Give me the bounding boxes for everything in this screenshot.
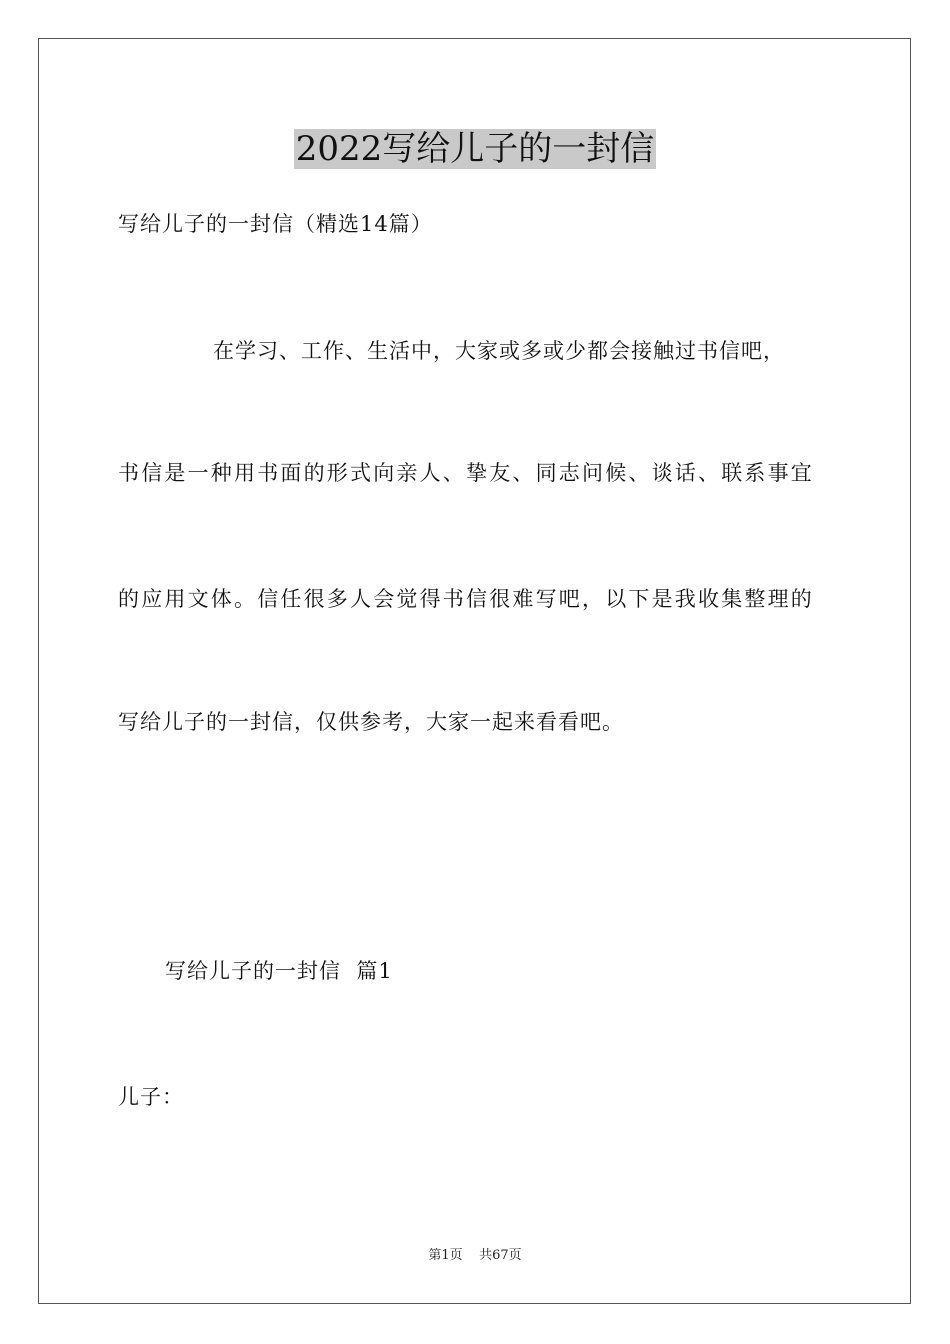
intro-line-1: 在学习、工作、生活中，大家或多或少都会接触过书信吧， [213,339,785,363]
document-title-text: 2022写给儿子的一封信 [295,129,655,169]
document-subtitle: 写给儿子的一封信（精选14篇） [118,212,433,236]
intro-line-2: 书信是一种用书面的形式向亲人、挚友、同志问候、谈话、联系事宜 [118,461,814,485]
letter-salutation: 儿子： [118,1085,184,1109]
intro-line-4: 写给儿子的一封信，仅供参考，大家一起来看看吧。 [118,710,624,734]
intro-line-3: 的应用文体。信任很多人会觉得书信很难写吧，以下是我收集整理的 [118,587,814,611]
document-title [0,126,950,172]
page-footer: 第1页 共67页 [428,1248,522,1263]
section-heading: 写给儿子的一封信 篇1 [165,959,393,983]
